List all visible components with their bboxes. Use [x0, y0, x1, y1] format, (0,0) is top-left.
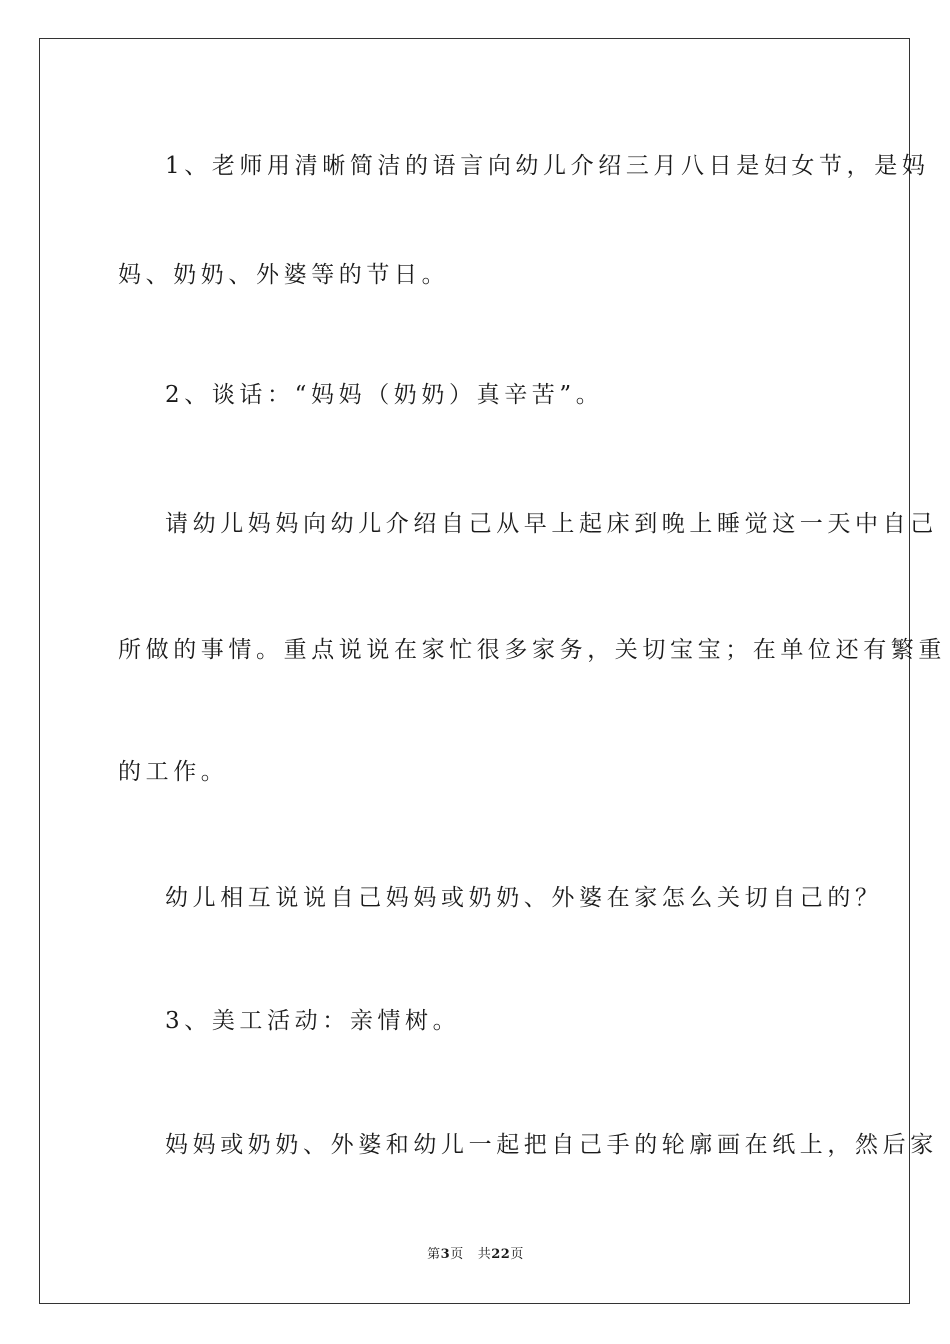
paragraph-4-line-1: 幼儿相互说说自己妈妈或奶奶、外婆在家怎么关切自己的？ — [165, 885, 883, 911]
paragraph-1-line-1: 1、老师用清晰简洁的语言向幼儿介绍三月八日是妇女节，是妈 — [165, 153, 930, 179]
paragraph-3-line-3: 的工作。 — [118, 759, 229, 785]
footer-page-suffix: 页 — [450, 1247, 464, 1262]
page-footer — [40, 1246, 911, 1264]
paragraph-6-line-1: 妈妈或奶奶、外婆和幼儿一起把自己手的轮廓画在纸上，然后家 — [165, 1132, 938, 1158]
paragraph-5-line-1: 3、美工活动：亲情树。 — [165, 1008, 461, 1034]
footer-page-prefix: 第 — [427, 1247, 441, 1262]
footer-total-suffix: 页 — [510, 1247, 524, 1262]
paragraph-3-line-1: 请幼儿妈妈向幼儿介绍自己从早上起床到晚上睡觉这一天中自己 — [165, 511, 938, 537]
paragraph-1-line-2: 妈、奶奶、外婆等的节日。 — [118, 262, 450, 288]
footer-page-number: 3 — [440, 1247, 451, 1262]
footer-total-pages: 22 — [491, 1247, 511, 1262]
paragraph-2-line-1: 2、谈话：“妈妈（奶奶）真辛苦”。 — [165, 382, 604, 408]
footer-total-prefix: 共 — [477, 1247, 492, 1262]
page-frame — [39, 38, 946, 1304]
paragraph-3-line-2: 所做的事情。重点说说在家忙很多家务，关切宝宝；在单位还有繁重 — [118, 637, 946, 663]
